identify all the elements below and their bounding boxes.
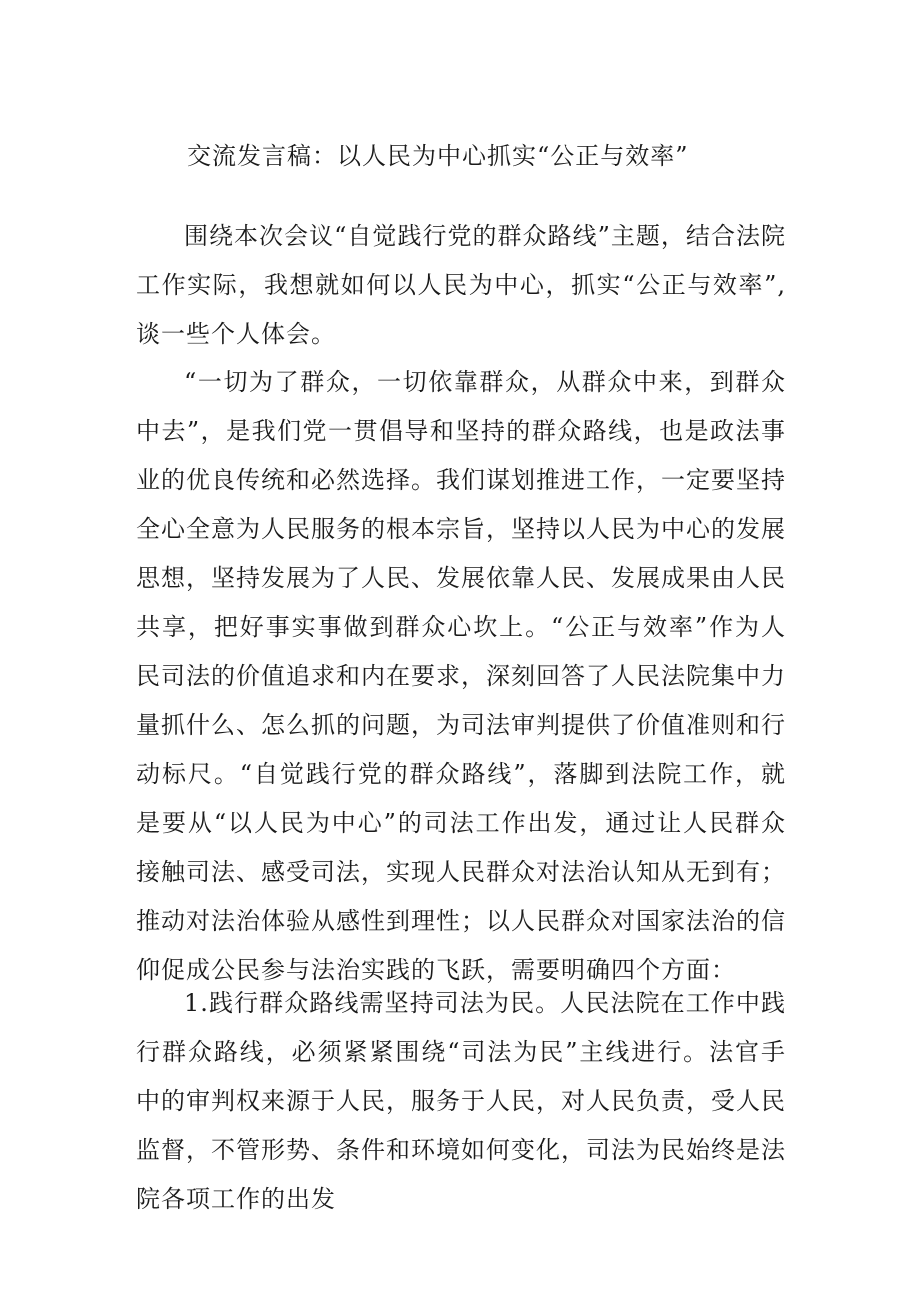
document-title: 交流发言稿：以人民为中心抓实“公正与效率” xyxy=(187,142,689,170)
paragraph-point-one: 1.践行群众路线需坚持司法为民。人民法院在工作中践行群众路线，必须紧紧围绕“司法为民”主线进行。法官手中的审判权来源于人民，服务于人民，对人民负责，受人民监督，不管形势、条件和环境如何变化，司法为民始终是法院各项工作的出发 xyxy=(136,989,786,1213)
paragraph-mass-line: “一切为了群众，一切依靠群众，从群众中来，到群众中去”，是我们党一贯倡导和坚持的群众路线，也是政法事业的优良传统和必然选择。我们谋划推进工作，一定要坚持全心全意为人民服务的根本宗旨，坚持以人民为中心的发展思想，坚持发展为了人民、发展依靠人民、发展成果由人民共享，把好事实事做到群众心坎上。“公正与效率”作为人民司法的价值追求和内在要求，深刻回答了人民法院集中力量抓什么、怎么抓的问题，为司法审判提供了价值准则和行动标尺。“自觉践行党的群众路线”，落脚到法院工作，就是要从“以人民为中心”的司法工作出发，通过让人民群众接触司法、感受司法，实现人民群众对法治认知从无到有；推动对法治体验从感性到理性；以人民群众对国家法治的信仰促成公民参与法治实践的飞跃，需要明确四个方面： xyxy=(136,368,786,984)
paragraph-intro: 围绕本次会议“自觉践行党的群众路线”主题，结合法院工作实际，我想就如何以人民为中心，抓实“公正与效率”,谈一些个人体会。 xyxy=(136,222,786,348)
